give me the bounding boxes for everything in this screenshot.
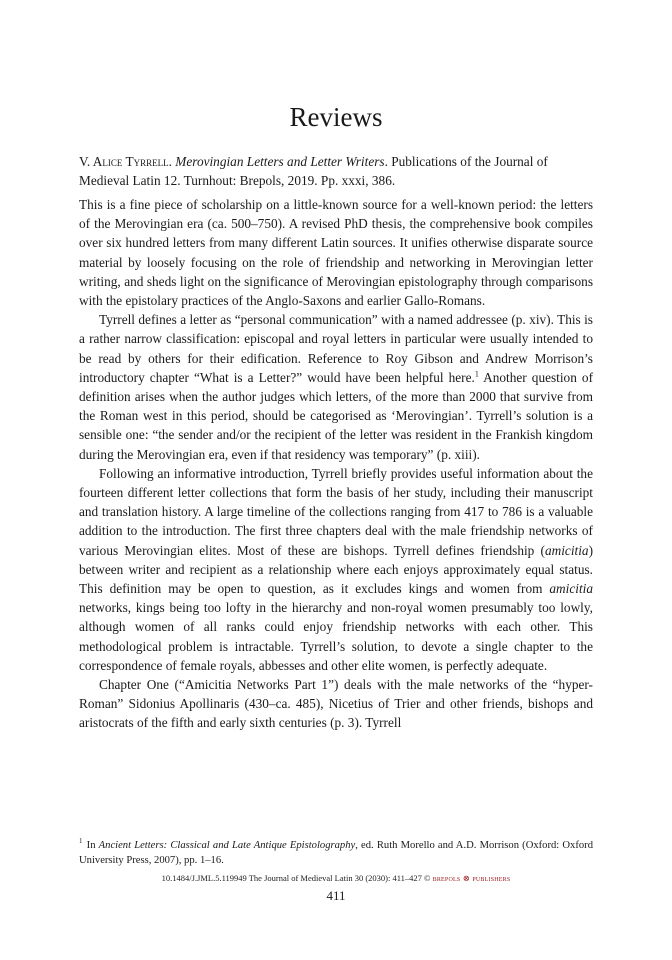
paragraph-3-part-c: networks, kings being too lofty in the hierarchy and non-royal women presumably too lowly, although women of all ranks could enjoy friendship networks with each other. This methodological problem is intractable. Tyrrell’s solution, to devote a single chapter to the correspondence of female royals, abbesses and other elite women, is perfectly adequate.: [79, 600, 593, 673]
page-title: Reviews: [289, 102, 383, 132]
paragraph-3-part-a: Following an informative introduction, Tyrrell briefly provides useful information about the fourteen different letter collections that form the basis of her study, including their manuscript and translation history. A large timeline of the collections ranging from 417 to 786 is a valuable addition to the introduction. The first three chapters deal with the male friendship networks of various Merovingian elites. Most of these are bishops. Tyrrell defines friendship (: [79, 465, 593, 558]
doi-text: 10.1484/J.JML.5.119949 The Journal of Medieval Latin 30 (2030): 411–427 ©: [161, 873, 433, 883]
publisher-logo-text: brepols ⊗ publishers: [432, 873, 511, 883]
paragraph-3: [79, 464, 593, 675]
author-initials: V. A: [79, 154, 103, 169]
footnote-reference: 1: [474, 369, 479, 379]
footnote-book-title: Ancient Letters: Classical and Late Antique Epistolography: [98, 840, 356, 851]
footnote-prefix: In: [83, 840, 99, 851]
author-period: .: [168, 154, 172, 169]
latin-term: amicitia: [544, 542, 589, 558]
footnote: [79, 838, 593, 868]
footnote-number: 1: [79, 837, 83, 846]
author-surname-initial: T: [122, 154, 134, 169]
paragraph-2-part-a: Tyrrell defines a letter as “personal communication” with a named addressee (p. xiv). This is a rather narrow classification: episcopal and royal letters in particular were usually intended to be read by others for their edification. Reference to Roy Gibson and Andrew Morrison’s introductory chapter “What is a Letter?” would have been helpful here.: [79, 312, 593, 385]
author-first-name-rest: lice: [102, 154, 123, 169]
review-citation: [79, 152, 593, 190]
page-number: 411: [326, 888, 346, 903]
paragraph-2-part-b: Another question of definition arises when the author judges which letters, of the more than 2000 that survive from the Roman west in this period, should be categorised as ‘Merovingian’. Tyrrell’s solution is a sensible one: “the sender and/or the recipient of the letter was resident in the Frankish kingdom during the Merovingian era, even if that residency was temporary” (p. xiii).: [79, 369, 593, 462]
paragraph-4: Chapter One (“Amicitia Networks Part 1”) deals with the male networks of the “hyper-Roman” Sidonius Apollinaris (430–ca. 485), Nicetius of Trier and other friends, bishops and aristocrats of the fifth and early sixth centuries (p. 3). Tyrrell: [79, 677, 593, 731]
paragraph-1: This is a fine piece of scholarship on a little-known source for a well-known period: the letters of the Merovingian era (ca. 500–750). A revised PhD thesis, the comprehensive book compiles over six hundred letters from many different Latin sources. It unifies otherwise disparate source material by loosely focusing on the role of friendship and networking in Merovingian letter writing, and sheds light on the significance of Merovingian epistolography through comparisons with the epistolary practices of the Anglo-Saxons and earlier Gallo-Romans.: [79, 197, 593, 309]
book-title: Merovingian Letters and Letter Writers: [175, 154, 385, 169]
review-body: [79, 195, 593, 733]
footnote-rest: , ed. Ruth Morello and A.D. Morrison (Oxford: Oxford University Press, 2007), pp. 1–16.: [79, 840, 594, 866]
book-details: . Publications of the Journal of Medieval Latin 12. Turnhout: Brepols, 2019. Pp. xxxi, 386.: [79, 154, 548, 189]
paragraph-3-part-b: ) between writer and recipient as a relationship where each enjoys approximately equal status. This definition may be open to question, as it excludes kings and women from: [79, 542, 593, 597]
paragraph-2: [79, 310, 593, 464]
doi-line: [0, 872, 672, 884]
author-surname-rest: yrrell: [133, 154, 169, 169]
latin-term: amicitia: [549, 581, 593, 597]
